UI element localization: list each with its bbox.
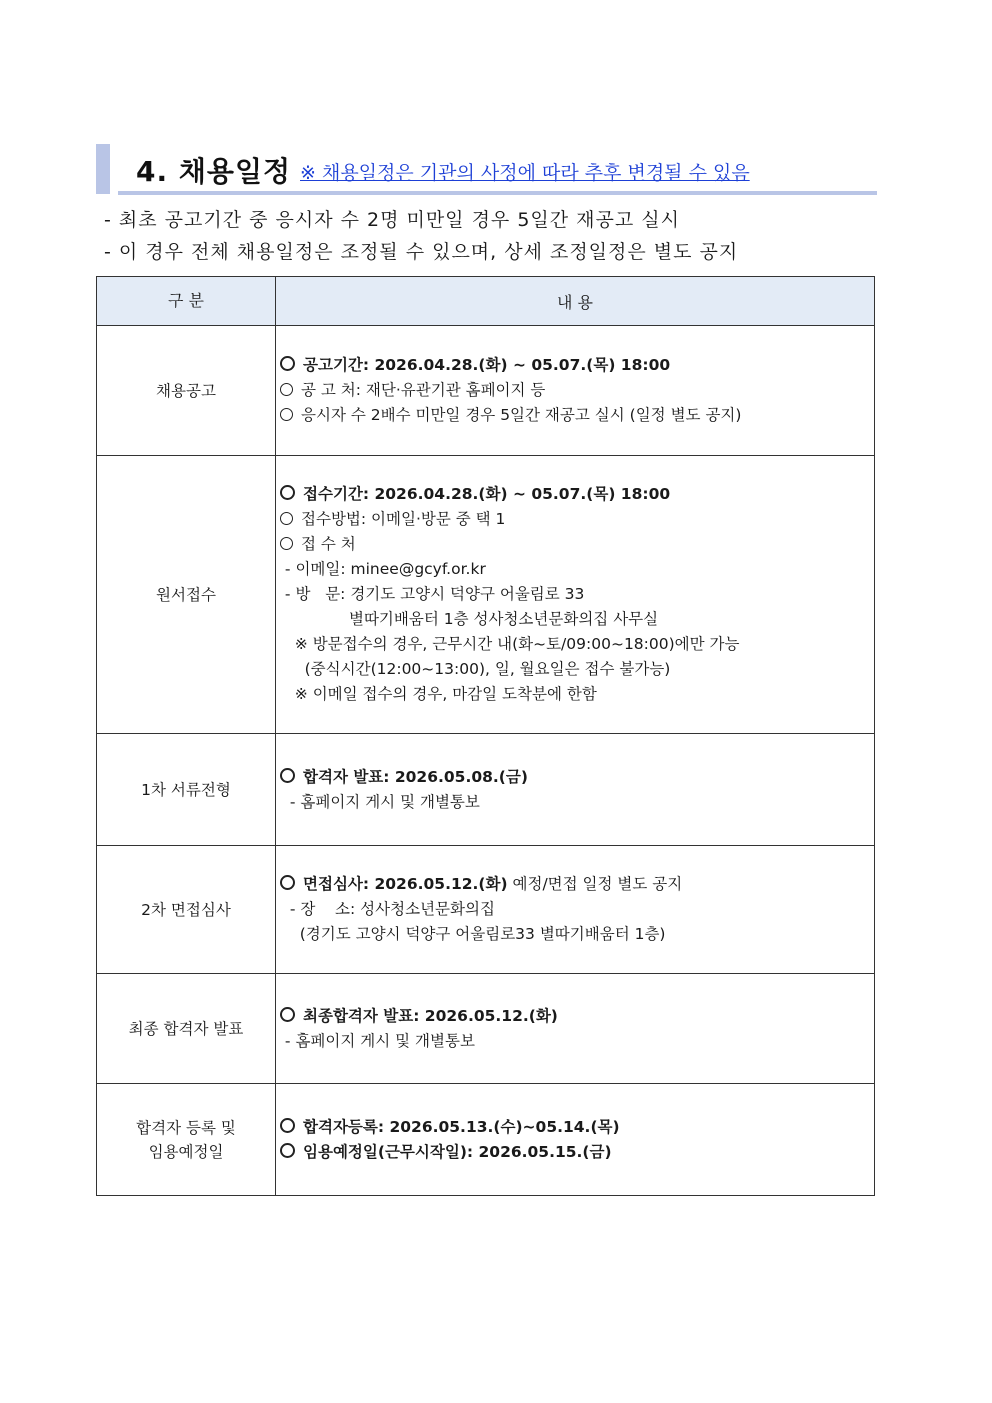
content-text: - 방 문: 경기도 고양시 덕양구 어울림로 33 <box>280 585 585 603</box>
bullet-item: - 이 경우 전체 채용일정은 조정될 수 있으며, 상세 조정일정은 별도 공지 <box>104 241 739 263</box>
row-category <box>97 846 276 974</box>
content-line <box>280 607 874 632</box>
category-label: 1차 서류전형 <box>141 780 231 799</box>
row-category <box>97 974 276 1084</box>
row-category <box>97 326 276 456</box>
content-line <box>280 657 874 682</box>
content-text: 접 수 처 <box>301 535 356 553</box>
category-label: 임용예정일 <box>148 1142 224 1161</box>
table-row <box>97 974 875 1084</box>
bullet-item: - 최초 공고기간 중 응시자 수 2명 미만일 경우 5일간 재공고 실시 <box>104 209 680 231</box>
table-header-row <box>97 277 875 326</box>
content-line <box>280 1004 874 1029</box>
table-row <box>97 846 875 974</box>
content-line <box>280 378 874 403</box>
content-line <box>280 1115 874 1140</box>
row-category <box>97 456 276 734</box>
circle-bullet-icon <box>280 1007 295 1022</box>
circle-bullet-icon <box>280 875 295 890</box>
content-line <box>280 922 874 947</box>
schedule-table <box>96 276 875 1196</box>
content-text: 응시자 수 2배수 미만일 경우 5일간 재공고 실시 (일정 별도 공지) <box>301 406 742 424</box>
category-label: 2차 면접심사 <box>141 900 231 919</box>
circle-bullet-icon <box>280 356 295 371</box>
content-text: 임용예정일(근무시작일): 2026.05.15.(금) <box>303 1142 612 1161</box>
content-line <box>280 582 874 607</box>
circle-bullet-icon <box>280 512 293 525</box>
content-text-rest: 예정/면접 일정 별도 공지 <box>507 875 683 893</box>
content-text: 공 고 처: 재단·유관기관 홈페이지 등 <box>301 381 546 399</box>
row-content <box>276 326 875 456</box>
row-category <box>97 734 276 846</box>
circle-bullet-icon <box>280 408 293 421</box>
table-row <box>97 456 875 734</box>
header-content: 내 용 <box>276 277 875 326</box>
section-heading <box>96 144 877 196</box>
header-category: 구 분 <box>97 277 276 326</box>
content-line <box>280 1029 874 1054</box>
category-label: 합격자 등록 및 <box>136 1118 236 1137</box>
table-row <box>97 326 875 456</box>
content-text: - 홈페이지 게시 및 개별통보 <box>280 792 480 811</box>
row-content <box>276 846 875 974</box>
category-label: 최종 합격자 발표 <box>128 1019 244 1038</box>
content-line <box>280 507 874 532</box>
circle-bullet-icon <box>280 768 295 783</box>
row-category <box>97 1084 276 1196</box>
content-line <box>280 1140 874 1165</box>
content-text: 공고기간: 2026.04.28.(화) ~ 05.07.(목) 18:00 <box>303 356 671 374</box>
content-text: 접수방법: 이메일·방문 중 택 1 <box>301 510 506 528</box>
content-line <box>280 557 874 582</box>
content-text: - 홈페이지 게시 및 개별통보 <box>280 1031 475 1050</box>
content-line <box>280 872 874 897</box>
content-line <box>280 897 874 922</box>
content-line <box>280 632 874 657</box>
table-row <box>97 1084 875 1196</box>
circle-bullet-icon <box>280 537 293 550</box>
content-text: 면접심사: 2026.05.12.(화) <box>303 875 508 893</box>
content-line <box>280 532 874 557</box>
row-content <box>276 1084 875 1196</box>
content-text: 최종합격자 발표: 2026.05.12.(화) <box>303 1006 558 1025</box>
section-note: ※ 채용일정은 기관의 사정에 따라 추후 변경될 수 있음 <box>300 162 750 184</box>
section-title: 4. 채용일정 <box>136 155 292 188</box>
content-text: (경기도 고양시 덕양구 어울림로33 별따기배움터 1층) <box>280 925 666 943</box>
content-text: ※ 방문접수의 경우, 근무시간 내(화~토/09:00~18:00)에만 가능 <box>280 635 740 653</box>
content-line <box>280 682 874 707</box>
content-line <box>280 482 874 507</box>
content-line <box>280 790 874 815</box>
row-content <box>276 456 875 734</box>
row-content <box>276 974 875 1084</box>
table-row <box>97 734 875 846</box>
content-line <box>280 403 874 428</box>
content-text: 합격자등록: 2026.05.13.(수)~05.14.(목) <box>303 1117 620 1136</box>
content-text: 합격자 발표: 2026.05.08.(금) <box>303 767 528 786</box>
notice-bullets <box>104 204 738 268</box>
content-text: - 장 소: 성사청소년문화의집 <box>280 900 495 918</box>
content-text: (중식시간(12:00~13:00), 일, 월요일은 접수 불가능) <box>280 660 671 678</box>
content-text: 접수기간: 2026.04.28.(화) ~ 05.07.(목) 18:00 <box>303 485 671 503</box>
content-text: - 이메일: minee@gcyf.or.kr <box>280 560 486 578</box>
category-label: 원서접수 <box>156 585 216 604</box>
circle-bullet-icon <box>280 485 295 500</box>
content-text: 별따기배움터 1층 성사청소년문화의집 사무실 <box>280 610 659 628</box>
heading-accent-bar <box>96 144 110 194</box>
row-content <box>276 734 875 846</box>
heading-underline <box>118 191 877 195</box>
content-text: ※ 이메일 접수의 경우, 마감일 도착분에 한함 <box>280 685 597 703</box>
circle-bullet-icon <box>280 1118 295 1133</box>
circle-bullet-icon <box>280 1143 295 1158</box>
category-label: 채용공고 <box>156 381 216 400</box>
circle-bullet-icon <box>280 383 293 396</box>
content-line <box>280 765 874 790</box>
content-line <box>280 353 874 378</box>
